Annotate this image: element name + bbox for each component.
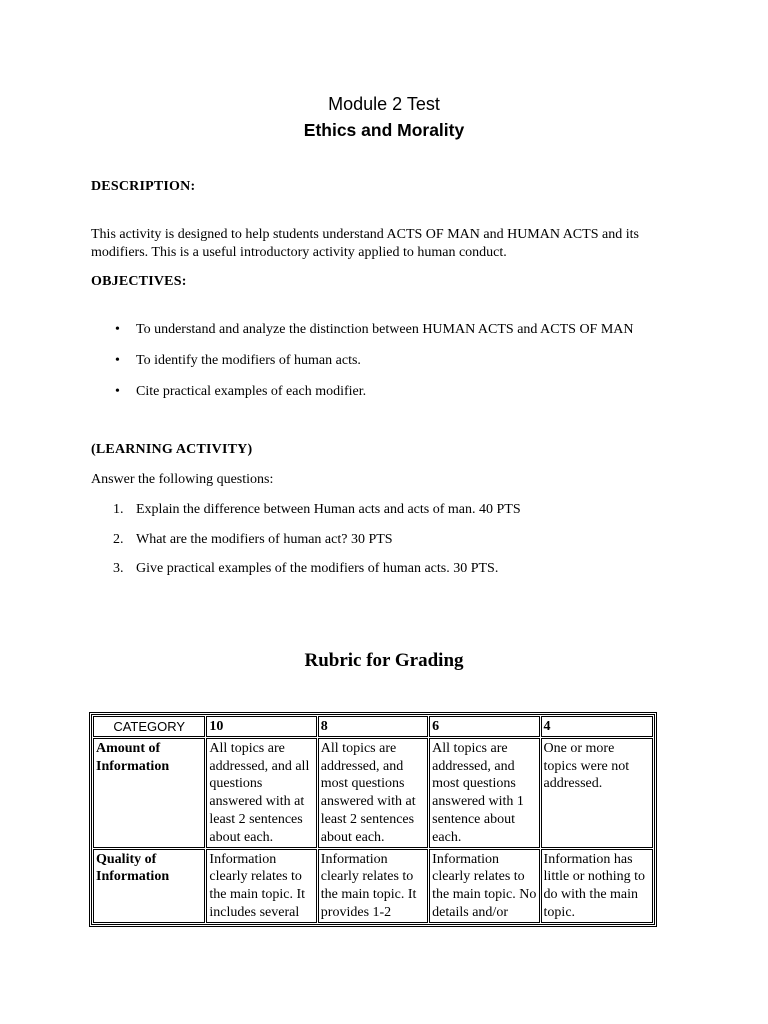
table-cell: Information clearly relates to the main topic. It provides 1-2 <box>318 849 428 923</box>
description-text: This activity is designed to help students understand ACTS OF MAN and HUMAN ACTS and its modifiers. This is a useful introductory activity applied to human conduct. <box>91 227 639 260</box>
column-header-score: 6 <box>429 716 539 737</box>
table-header-row <box>93 716 653 737</box>
row-header-category: Quality of Information <box>93 849 205 923</box>
table-cell: Information clearly relates to the main topic. No details and/or <box>429 849 539 923</box>
row-header-category: Amount of Information <box>93 738 205 848</box>
column-header-score: 4 <box>541 716 653 737</box>
table-cell: One or more topics were not addressed. <box>541 738 653 848</box>
bullet-icon: • <box>115 384 120 399</box>
bullet-icon: • <box>115 322 120 337</box>
table-cell: All topics are addressed, and most questions answered with 1 sentence about each. <box>429 738 539 848</box>
objectives-heading: OBJECTIVES: <box>91 274 187 289</box>
table-cell: Information has little or nothing to do with the main topic. <box>541 849 653 923</box>
table-cell: Information clearly relates to the main topic. It includes several <box>206 849 316 923</box>
document-subtitle: Ethics and Morality <box>303 120 465 140</box>
rubric-table <box>89 712 657 927</box>
column-header-score: 10 <box>206 716 316 737</box>
learning-activity-heading: (LEARNING ACTIVITY) <box>91 442 253 457</box>
column-header-category: CATEGORY <box>93 716 205 737</box>
column-header-score: 8 <box>318 716 428 737</box>
document-page: Module 2 Test Ethics and Morality DESCRIPTION: This activity is designed to help students understand ACTS OF MAN and HUMAN ACTS and its modifiers. This is a useful introductory activity applied to human conduct. OBJECTIVES: • To understand and analyze the distinction between HUMAN ACTS and ACTS OF MAN • To identify the modifiers of human acts. • Cite practical examples of each modifier. (LEARNING ACTIVITY) Answer the following questions: 1. Explain the difference between Human acts and acts of man. 40 PTS 2. What are the modifiers of human act? 30 PTS 3. Give practical examples of the modifiers of human acts. 30 PTS. Rubric for Grading CATEGORY 10 8 6 4 Amount of Information All topics are addressed, and all questions answered with at least 2 sentences about each. All topics are addressed, and most questions answered with at least 2 sentences about each. All topics are addressed, and most questions answered with 1 sentence about each. One or more topics were not addressed. Quality of Information Information clearly relates to the main topic. It includes several Information clearly relates to the main topic. It provides 1-2 Information clearly relates to the main topic. No details and/or Information has little or nothing to do with the main topic. <box>0 0 768 1024</box>
bullet-icon: • <box>115 353 120 368</box>
description-heading: DESCRIPTION: <box>91 179 196 194</box>
table-cell: All topics are addressed, and all questions answered with at least 2 sentences about each. <box>206 738 316 848</box>
table-row <box>93 849 653 923</box>
document-title: Module 2 Test <box>328 94 440 114</box>
table-row <box>93 738 653 848</box>
rubric-title: Rubric for Grading <box>304 650 464 671</box>
table-cell: All topics are addressed, and most questions answered with at least 2 sentences about each. <box>318 738 428 848</box>
learning-activity-instruction: Answer the following questions: <box>91 472 274 487</box>
